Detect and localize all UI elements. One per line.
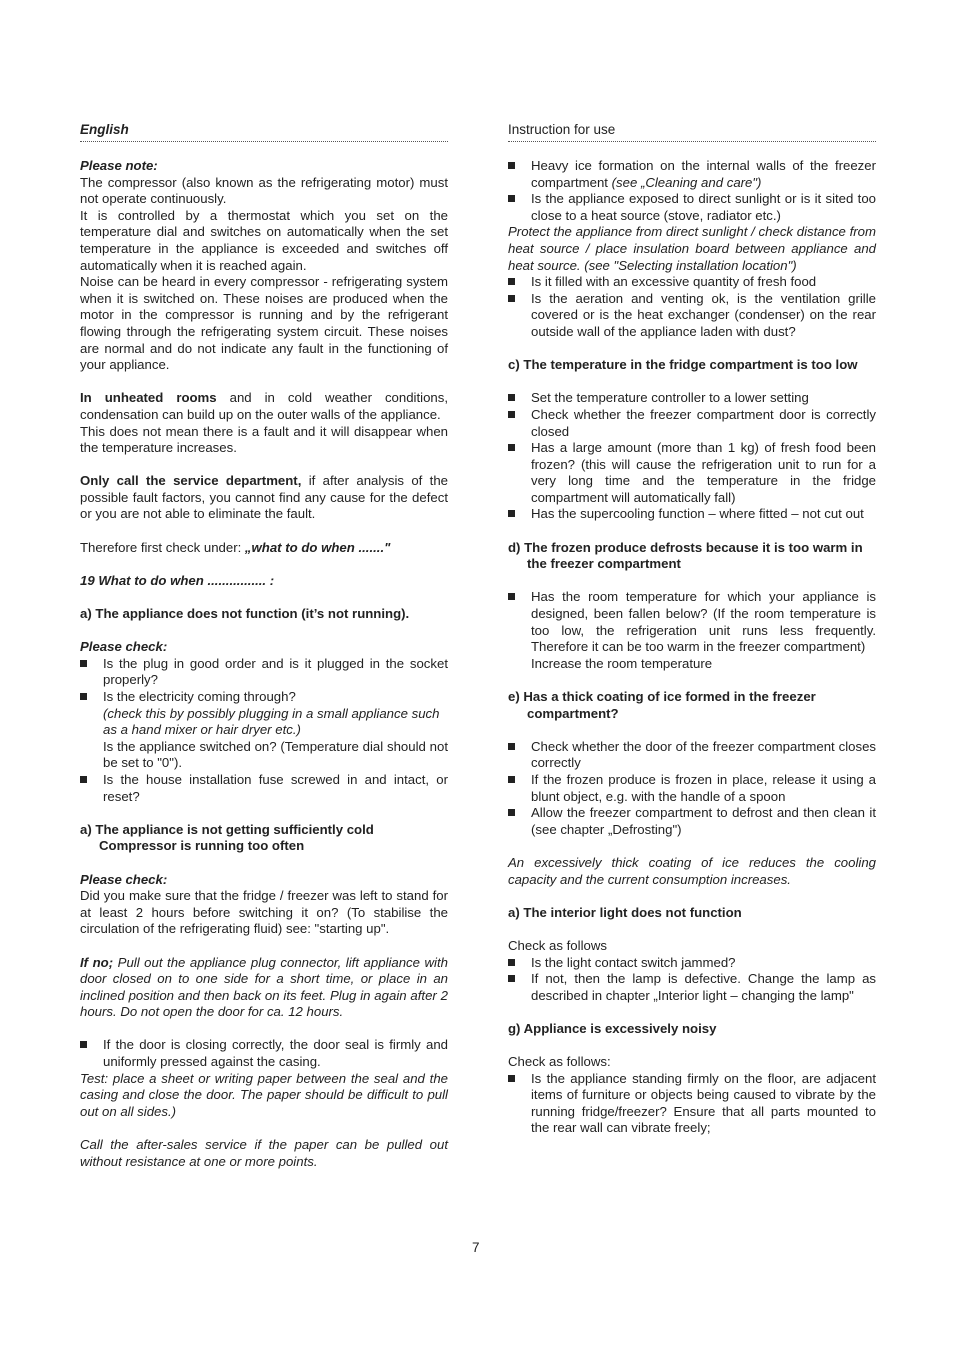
if-no-paragraph: If no; Pull out the appliance plug connector, lift appliance with door closed on to one side for a short time, or place in an inclined position and then back on its feet. Plug in again after 2 hours. Do not open the door for ca. 12 hours.: [80, 954, 448, 1020]
light-check-list: [508, 955, 876, 1005]
list-item: Is the plug in good order and is it plugged in the socket properly?: [80, 656, 448, 689]
check-as-follows-label: Check as follows: [508, 937, 607, 953]
test-paragraph: Test: place a sheet or writing paper between the seal and the casing and close the door. The paper should be difficult to pull out on all sides.): [80, 1070, 448, 1119]
cold-check-list: [508, 158, 876, 224]
section-title: 19 What to do when ................ :: [80, 572, 275, 588]
bullet-icon: [508, 975, 515, 982]
protect-paragraph: Protect the appliance from direct sunlight / check distance from heat source / place insulation board between appliance and heat source. (see "Selecting installation location"): [508, 224, 876, 273]
bullet-icon: [508, 162, 515, 169]
header-language: English: [80, 122, 129, 137]
heading-interior-light: a) The interior light does not function: [508, 904, 742, 920]
noise-check-list: [508, 1071, 876, 1137]
header-divider-right: [508, 141, 876, 142]
please-check-label: Please check:: [80, 639, 168, 655]
bullet-icon: [508, 510, 515, 517]
check-as-follows-label: Check as follows:: [508, 1054, 611, 1070]
heading-frozen-defrosts: d) The frozen produce defrosts because it is too warm in the freezer compartment: [508, 539, 863, 572]
call-service-paragraph: Call the after-sales service if the paper can be pulled out without resistance at one or more points.: [80, 1137, 448, 1169]
list-item: Allow the freezer compartment to defrost and then clean it (see chapter „Defrosting"): [508, 805, 876, 838]
cold-check-list-2: [508, 274, 876, 340]
page-number: 7: [472, 1240, 480, 1255]
note-paragraph: It is controlled by a thermostat which you set on the temperature dial and switches on automatically when the set temperature in the appliance is exceeded and switches off automatically when it is reached again.: [80, 207, 448, 273]
stand-paragraph: Did you make sure that the fridge / freezer was left to stand for at least 2 hours before switching it on? (To stabilise the circulation of the refrigerating fluid) see: "starting up".: [80, 888, 448, 937]
bullet-icon: [508, 278, 515, 285]
bullet-icon: [508, 295, 515, 302]
ice-note: An excessively thick coating of ice reduces the cooling capacity and the current consumption increases.: [508, 854, 876, 887]
list-item: Is the house installation fuse screwed in and intact, or reset?: [80, 772, 448, 805]
heading-not-cold: a) The appliance is not getting sufficiently cold: [80, 821, 374, 837]
list-item: Is the electricity coming through? (check this by possibly plugging in a small appliance such as a hand mixer or hair dryer etc.) Is the appliance switched on? (Temperature dial should not be set to "0").: [80, 689, 448, 772]
list-item: Is it filled with an excessive quantity of fresh food: [508, 274, 876, 291]
right-column: [508, 158, 876, 1137]
fridge-check-list: [508, 390, 876, 523]
bullet-icon: [80, 693, 87, 700]
list-item: Set the temperature controller to a lower setting: [508, 390, 876, 407]
please-check-label: Please check:: [80, 871, 168, 887]
list-item: Is the aeration and venting ok, is the ventilation grille covered or is the heat exchanger (condenser) on the rear outside wall of the appliance laden with dust?: [508, 291, 876, 341]
list-item: Check whether the door of the freezer compartment closes correctly: [508, 739, 876, 772]
bullet-icon: [508, 776, 515, 783]
list-item: Heavy ice formation on the internal walls of the freezer compartment (see „Cleaning and care"): [508, 158, 876, 191]
bullet-icon: [508, 959, 515, 966]
door-check-list: [80, 1037, 448, 1070]
header-title: Instruction for use: [508, 122, 616, 137]
list-item: If not, then the lamp is defective. Change the lamp as described in chapter „Interior light – changing the lamp": [508, 971, 876, 1004]
note-paragraph: The compressor (also known as the refrigerating motor) must not operate continuously.: [80, 174, 448, 207]
bullet-icon: [508, 411, 515, 418]
bullet-icon: [508, 444, 515, 451]
note-title: Please note:: [80, 158, 158, 173]
bullet-icon: [80, 776, 87, 783]
unheated-paragraph-2: This does not mean there is a fault and it will disappear when the temperature increases.: [80, 423, 448, 456]
unheated-paragraph: In unheated rooms and in cold weather conditions, condensation can build up on the outer walls of the appliance.: [80, 390, 448, 422]
list-item: Has a large amount (more than 1 kg) of fresh food been frozen? (this will cause the refrigeration unit to run for a very long time and the temperature in the fridge compartment will automatically fall): [508, 440, 876, 506]
bullet-icon: [508, 809, 515, 816]
list-item: Is the appliance standing firmly on the floor, are adjacent items of furniture or objects being caused to vibrate by the running fridge/freezer? Ensure that all parts mounted to the rear wall can vibrate freely;: [508, 1071, 876, 1137]
list-item: Is the light contact switch jammed?: [508, 955, 876, 972]
bullet-icon: [80, 1041, 87, 1048]
heading-fridge-too-low: c) The temperature in the fridge compartment is too low: [508, 357, 858, 373]
bullet-icon: [80, 660, 87, 667]
list-item: If the door is closing correctly, the door seal is firmly and uniformly pressed against the casing.: [80, 1037, 448, 1070]
heading-not-running: a) The appliance does not function (it’s not running).: [80, 606, 410, 622]
bullet-icon: [508, 195, 515, 202]
list-item: Check whether the freezer compartment door is correctly closed: [508, 407, 876, 440]
heading-noisy: g) Appliance is excessively noisy: [508, 1020, 717, 1036]
check-under-text: Therefore first check under: „what to do when .......": [80, 539, 391, 555]
check-list-not-running: [80, 656, 448, 805]
bullet-icon: [508, 1075, 515, 1082]
note-paragraph: Noise can be heard in every compressor - refrigerating system when it is switched on. These noises are produced when the motor in the compressor is running and by the refrigerant flowing through the refrigerating system circuit. These noises are normal and do not indicate any fault in the functioning of your appliance.: [80, 274, 448, 373]
bullet-icon: [508, 743, 515, 750]
list-item: If the frozen produce is frozen in place, release it using a blunt object, e.g. with the handle of a spoon: [508, 772, 876, 805]
freezer-warm-check-list: [508, 589, 876, 672]
list-item: Has the supercooling function – where fitted – not cut out: [508, 506, 876, 523]
left-column: [80, 158, 448, 1170]
heading-ice-coating: e) Has a thick coating of ice formed in the freezer compartment?: [508, 689, 816, 721]
list-item: Has the room temperature for which your appliance is designed, been fallen below? (If the room temperature is too low, the refrigeration unit runs less frequently. Therefore it can be too warm in the freezer compartment) Increase the room temperature: [508, 589, 876, 672]
ice-check-list: [508, 739, 876, 839]
bullet-icon: [508, 394, 515, 401]
service-paragraph: Only call the service department, if after analysis of the possible fault factors, you cannot find any cause for the defect or you are not able to eliminate the fault.: [80, 473, 449, 522]
bullet-icon: [508, 593, 515, 600]
list-item: Is the appliance exposed to direct sunlight or is it sited too close to a heat source (stove, radiator etc.): [508, 191, 876, 224]
header-divider-left: [80, 141, 448, 142]
heading-compressor: Compressor is running too often: [99, 838, 305, 854]
